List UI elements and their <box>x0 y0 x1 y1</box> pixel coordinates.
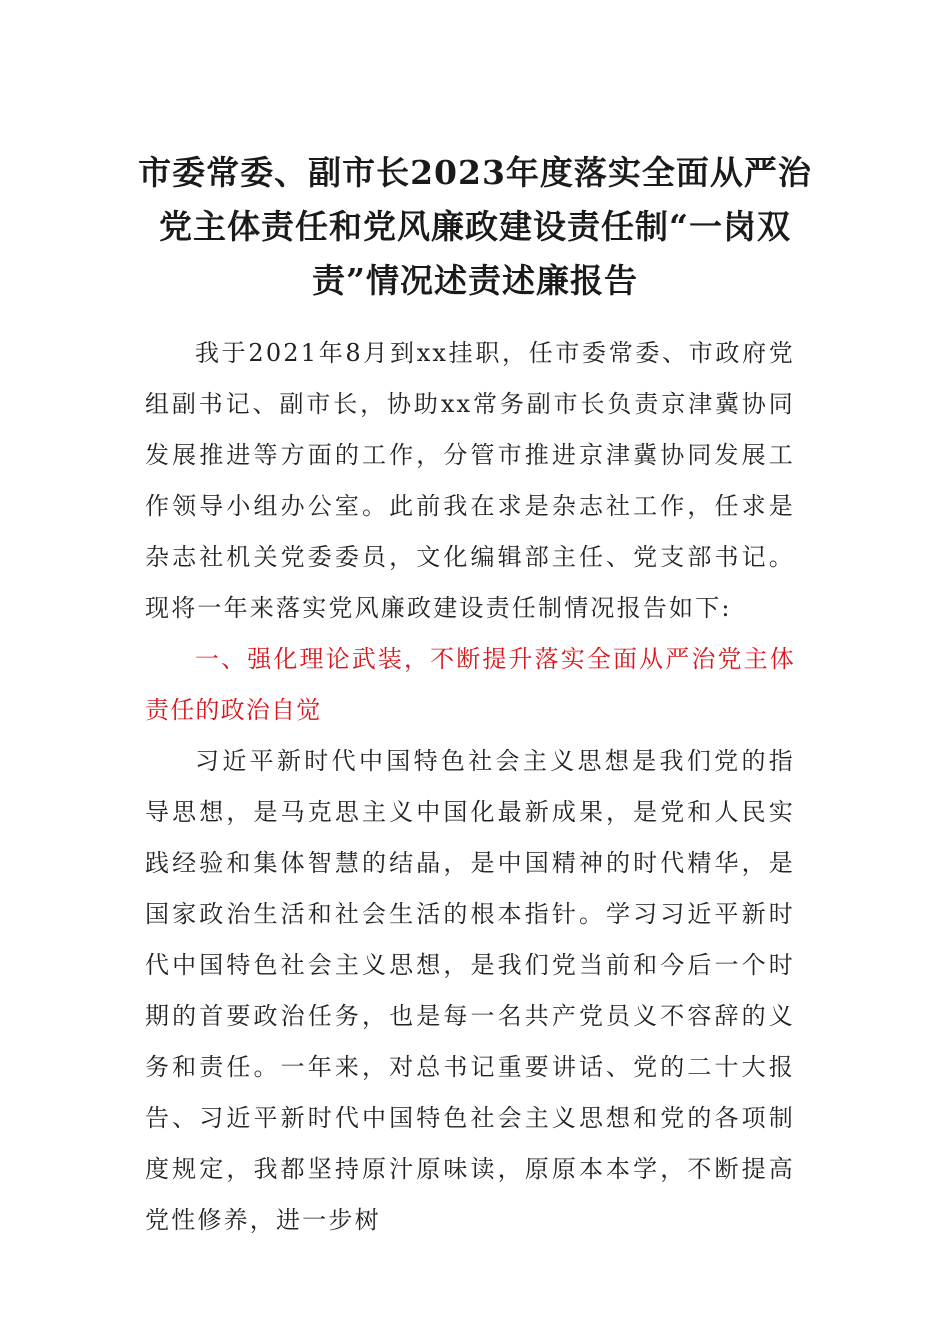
document-body <box>145 328 795 1246</box>
intro-paragraph: 我于2021年8月到xx挂职，任市委常委、市政府党组副书记、副市长，协助xx常务副市长负责京津冀协同发展推进等方面的工作，分管市推进京津冀协同发展工作领导小组办公室。此前我在求是杂志社工作，任求是杂志社机关党委委员，文化编辑部主任、党支部书记。现将一年来落实党风廉政建设责任制情况报告如下: <box>145 339 795 622</box>
section-heading: 一、强化理论武装，不断提升落实全面从严治党主体责任的政治自觉 <box>145 645 795 724</box>
document-title: 市委常委、副市长2023年度落实全面从严治党主体责任和党风廉政建设责任制“一岗双责”情况述责述廉报告 <box>138 153 812 300</box>
section-paragraph: 习近平新时代中国特色社会主义思想是我们党的指导思想，是马克思主义中国化最新成果，是党和人民实践经验和集体智慧的结晶，是中国精神的时代精华，是国家政治生活和社会生活的根本指针。学习习近平新时代中国特色社会主义思想，是我们党当前和今后一个时期的首要政治任务，也是每一名共产党员义不容辞的义务和责任。一年来，对总书记重要讲话、党的二十大报告、习近平新时代中国特色社会主义思想和党的各项制度规定，我都坚持原汁原味读，原原本本学，不断提高党性修养，进一步树 <box>145 747 795 1234</box>
